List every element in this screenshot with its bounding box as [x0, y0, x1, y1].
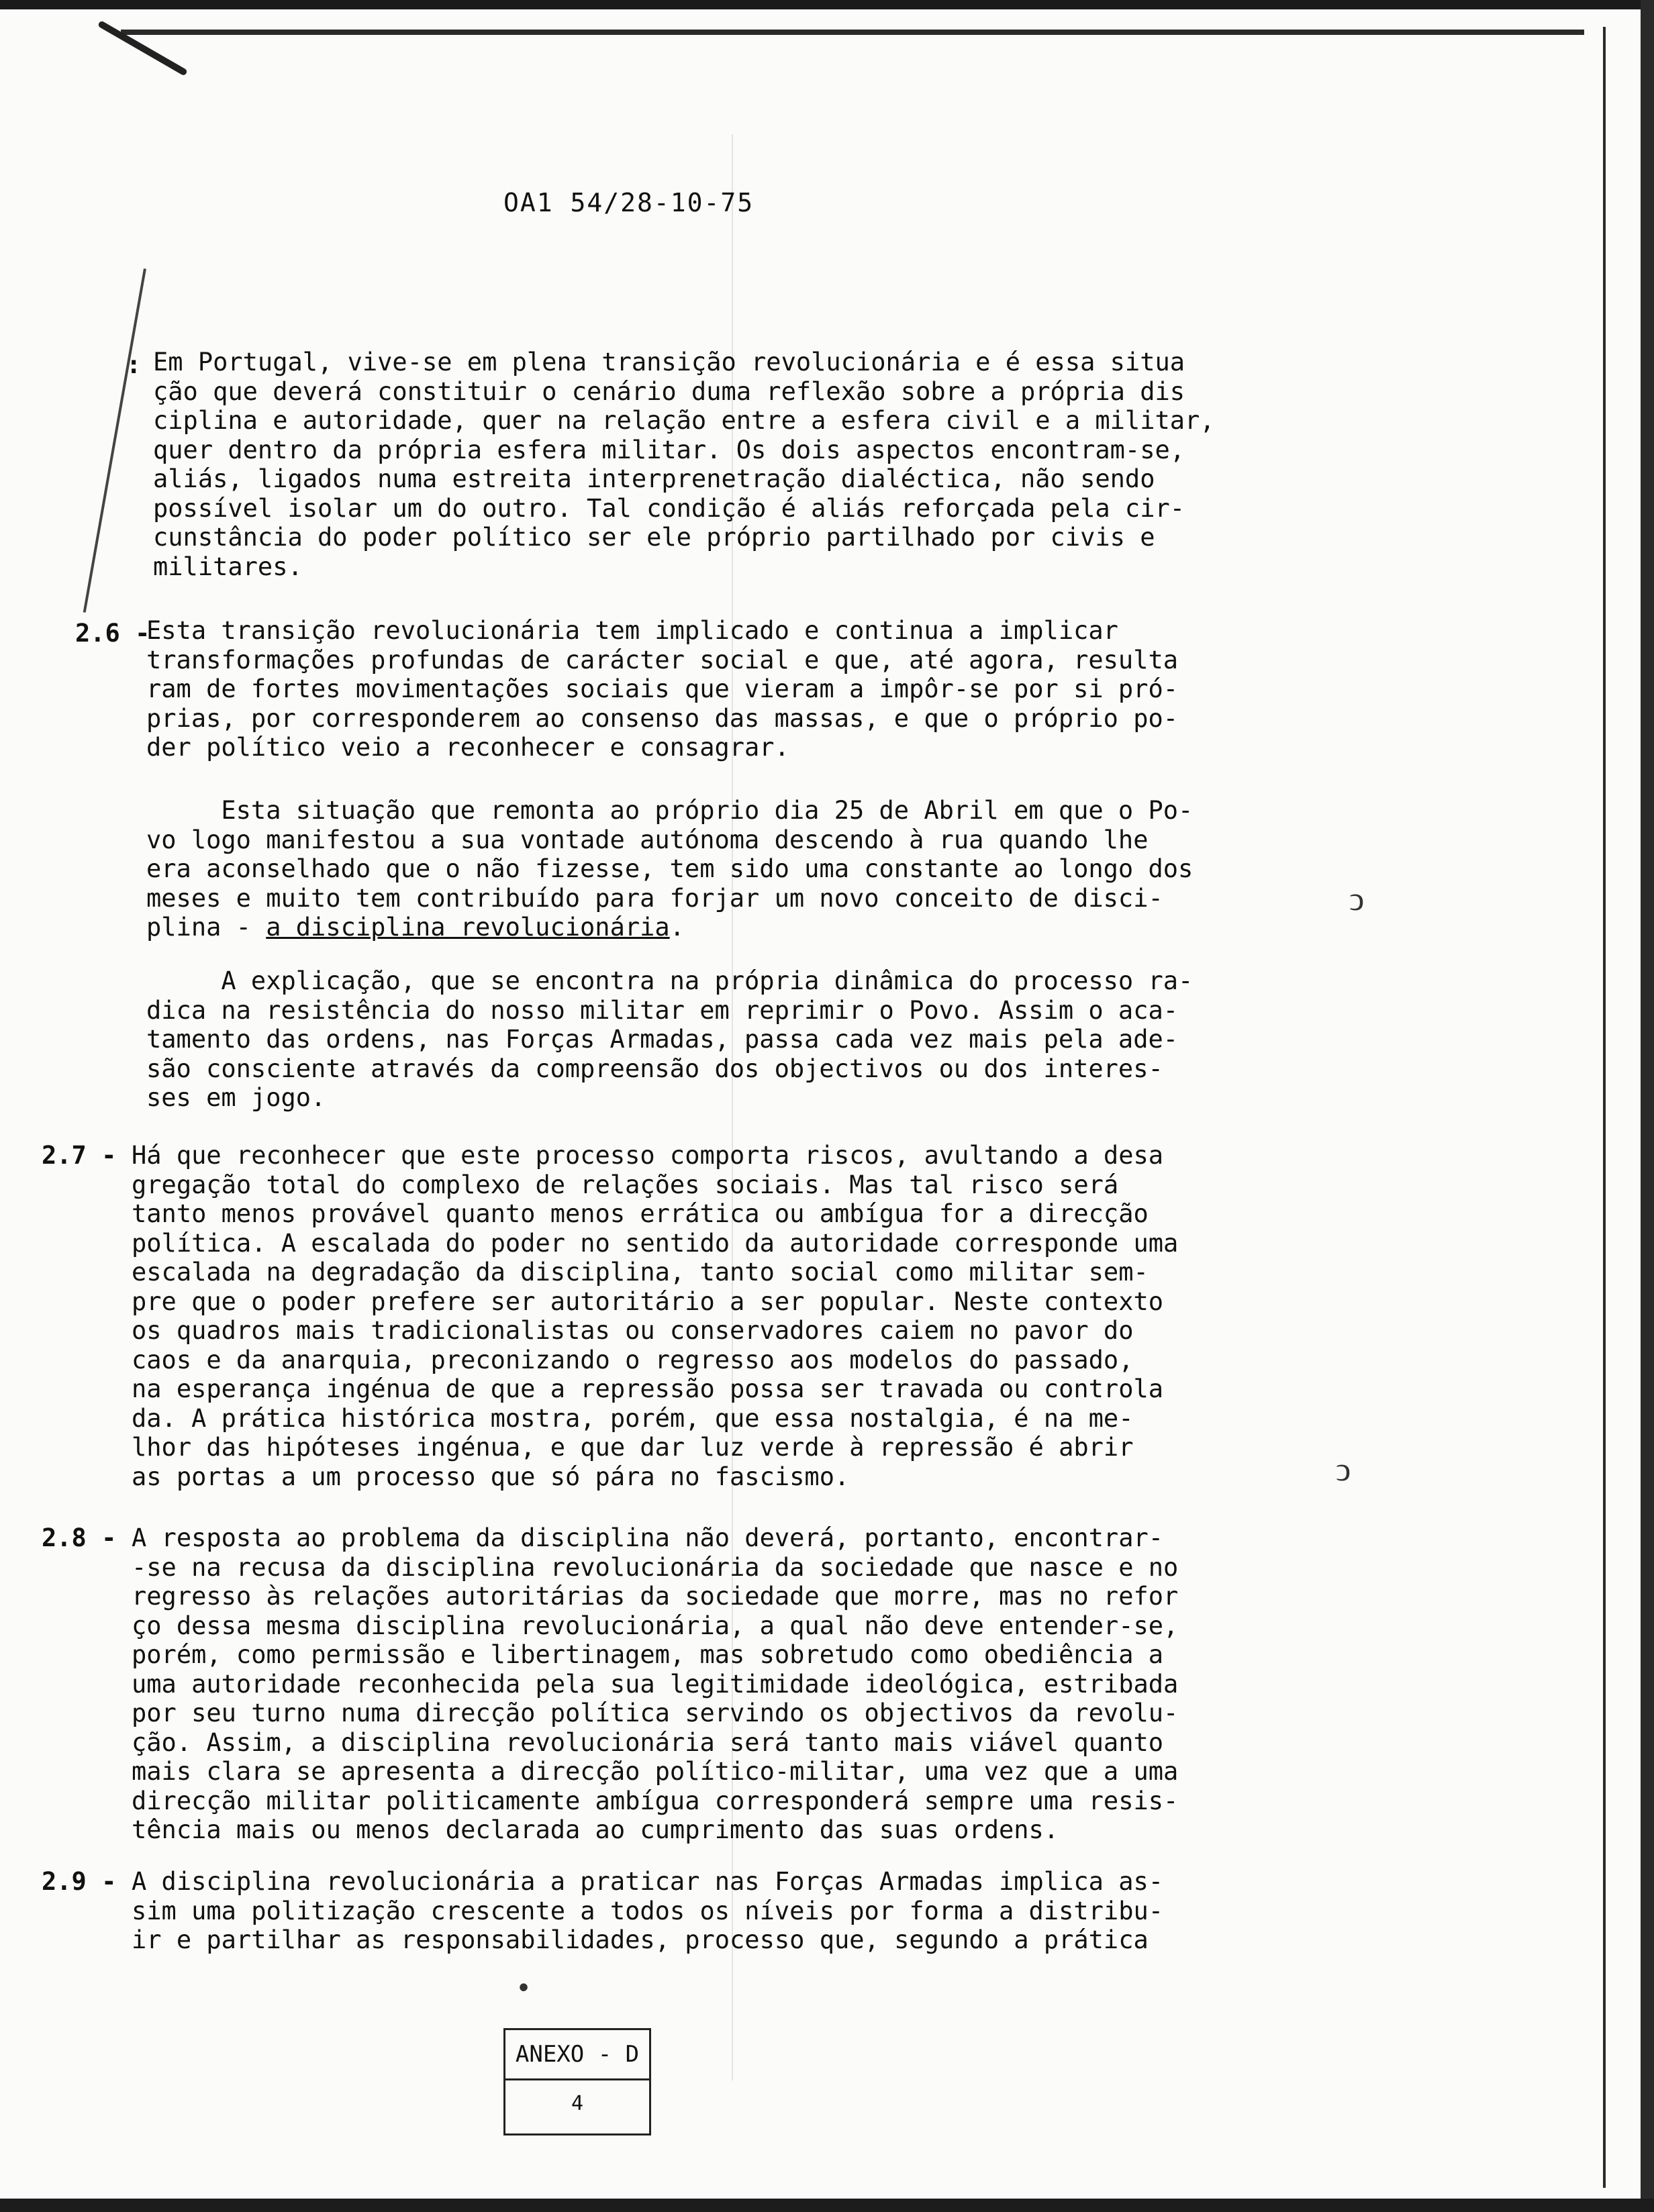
text-line: política. A escalada do poder no sentido da autoridade corresponde uma [132, 1228, 1179, 1258]
scan-top-edge [0, 0, 1654, 9]
section-number: 2.7 - [42, 1141, 117, 1170]
scan-right-border [1603, 27, 1606, 2188]
text-line: por seu turno numa direcção política servindo os objectivos da revolu- [132, 1699, 1179, 1727]
explanation-paragraph [146, 966, 1193, 1113]
text-line: -se na recusa da disciplina revolucionária da sociedade que nasce e no [132, 1552, 1179, 1582]
scan-top-border [121, 30, 1584, 35]
scan-right-edge [1641, 0, 1654, 2212]
section-2-8-paragraph [132, 1523, 1178, 1845]
text-line: A disciplina revolucionária a praticar nas Forças Armadas implica as- [132, 1867, 1164, 1896]
text-line: Há que reconhecer que este processo comporta riscos, avultando a desa [132, 1141, 1164, 1170]
margin-hole-mark: ↄ [1336, 1450, 1351, 1489]
section-number: 2.6 - [75, 619, 150, 648]
section-2-9-paragraph [132, 1867, 1163, 1955]
text-line: os quadros mais tradicionalistas ou conservadores caiem no pavor do [132, 1316, 1134, 1345]
text-line: cunstância do poder político ser ele próprio partilhado por civis e [153, 523, 1155, 552]
text-line: sim uma politização crescente a todos os níveis por forma a distribu- [132, 1896, 1164, 1925]
text-line: regresso às relações autoritárias da sociedade que morre, mas no refor [132, 1582, 1179, 1611]
text-line: da. A prática histórica mostra, porém, que essa nostalgia, é na me- [132, 1403, 1134, 1433]
text-line: ir e partilhar as responsabilidades, processo que, segundo a prática [132, 1925, 1149, 1954]
text-line: quer dentro da própria esfera militar. Os dois aspectos encontram-se, [153, 435, 1185, 464]
annex-label: ANEXO - D [505, 2030, 649, 2080]
section-2-7-paragraph [132, 1141, 1178, 1491]
underlined-phrase: a disciplina revolucionária [266, 913, 670, 942]
text-line: ram de fortes movimentações sociais que vieram a impôr-se por si pró- [146, 674, 1179, 703]
text-line: ses em jogo. [146, 1083, 326, 1112]
text-line: ção que deverá constituir o cenário duma reflexão sobre a própria dis [153, 376, 1185, 406]
text-line: tanto menos provável quanto menos errática ou ambígua for a direcção [132, 1199, 1149, 1228]
text-line: ção. Assim, a disciplina revolucionária será tanto mais viável quanto [132, 1727, 1164, 1757]
text-line: era aconselhado que o não fizesse, tem sido uma constante ao longo dos [146, 854, 1194, 883]
text-line: plina - [146, 913, 266, 942]
text-line: escalada na degradação da disciplina, tanto social como militar sem- [132, 1258, 1149, 1287]
section-intro-paragraph [153, 348, 1215, 581]
text-line: Esta transição revolucionária tem implicado e continua a implicar [146, 616, 1118, 645]
text-line: dica na resistência do nosso militar em reprimir o Povo. Assim o aca- [146, 995, 1179, 1025]
text-line: tência mais ou menos declarada ao cumprimento das suas ordens. [132, 1815, 1059, 1844]
section-2-6-paragraph [146, 616, 1178, 762]
text-line: A explicação, que se encontra na própria dinâmica do processo ra- [146, 966, 1194, 995]
text-line: porém, como permissão e libertinagem, mas sobretudo como obediência a [132, 1640, 1164, 1669]
text-line: vo logo manifestou a sua vontade autónoma descendo à rua quando lhe [146, 825, 1149, 854]
text-line: prias, por corresponderem ao consenso das massas, e que o próprio po- [146, 703, 1179, 733]
text-line: na esperança ingénua de que a repressão possa ser travada ou controla [132, 1374, 1164, 1403]
section-number: 2.8 - [42, 1523, 117, 1552]
section-number: 2.9 - [42, 1867, 117, 1896]
text-line: meses e muito tem contribuído para forjar um novo conceito de disci- [146, 883, 1163, 913]
text-line: são consciente através da compreensão dos objectivos ou dos interes- [146, 1054, 1163, 1083]
text-line: gregação total do complexo de relações sociais. Mas tal risco será [132, 1170, 1119, 1199]
text-line: direcção militar politicamente ambígua corresponderá sempre uma resis- [132, 1786, 1179, 1815]
annex-box [503, 2028, 651, 2135]
annex-page-number: 4 [571, 2092, 584, 2115]
section-number: : [126, 350, 142, 379]
text-line: uma autoridade reconhecida pela sua legitimidade ideológica, estribada [132, 1669, 1179, 1699]
situation-paragraph [146, 796, 1193, 942]
corner-smudge [97, 20, 188, 77]
scan-bottom-edge [0, 2199, 1654, 2212]
text-line: militares. [153, 552, 303, 581]
margin-pen-stroke [83, 268, 146, 613]
bullet-dot: • [516, 1973, 532, 2004]
text-line: transformações profundas de carácter social e que, até agora, resulta [146, 645, 1179, 674]
text-line: mais clara se apresenta a direcção político-militar, uma vez que a uma [132, 1757, 1179, 1786]
text-line: pre que o poder prefere ser autoritário a ser popular. Neste contexto [132, 1287, 1164, 1316]
text-line: ço dessa mesma disciplina revolucionária, a qual não deve entender-se, [132, 1611, 1179, 1640]
margin-hole-mark: ↄ [1349, 879, 1365, 918]
text-line: ciplina e autoridade, quer na relação entre a esfera civil e a militar, [153, 406, 1215, 435]
document-reference: OA1 54/28-10-75 [503, 188, 755, 217]
text-line: A resposta ao problema da disciplina não deverá, portanto, encontrar- [132, 1523, 1164, 1552]
text-line: Esta situação que remonta ao próprio dia 25 de Abril em que o Po- [146, 796, 1194, 825]
text-line: aliás, ligados numa estreita interprenetração dialéctica, não sendo [153, 464, 1155, 493]
text-line: possível isolar um do outro. Tal condição é aliás reforçada pela cir- [153, 493, 1185, 523]
text-line: der político veio a reconhecer e consagrar. [146, 733, 789, 762]
text-line: lhor das hipóteses ingénua, e que dar luz verde à repressão é abrir [132, 1433, 1134, 1462]
text-line: caos e da anarquia, preconizando o regresso aos modelos do passado, [132, 1345, 1134, 1374]
text-period: . [669, 913, 685, 942]
text-line: Em Portugal, vive-se em plena transição revolucionária e é essa situa [153, 348, 1185, 376]
text-line: tamento das ordens, nas Forças Armadas, passa cada vez mais pela ade- [146, 1025, 1179, 1054]
text-line: as portas a um processo que só pára no fascismo. [132, 1462, 850, 1491]
